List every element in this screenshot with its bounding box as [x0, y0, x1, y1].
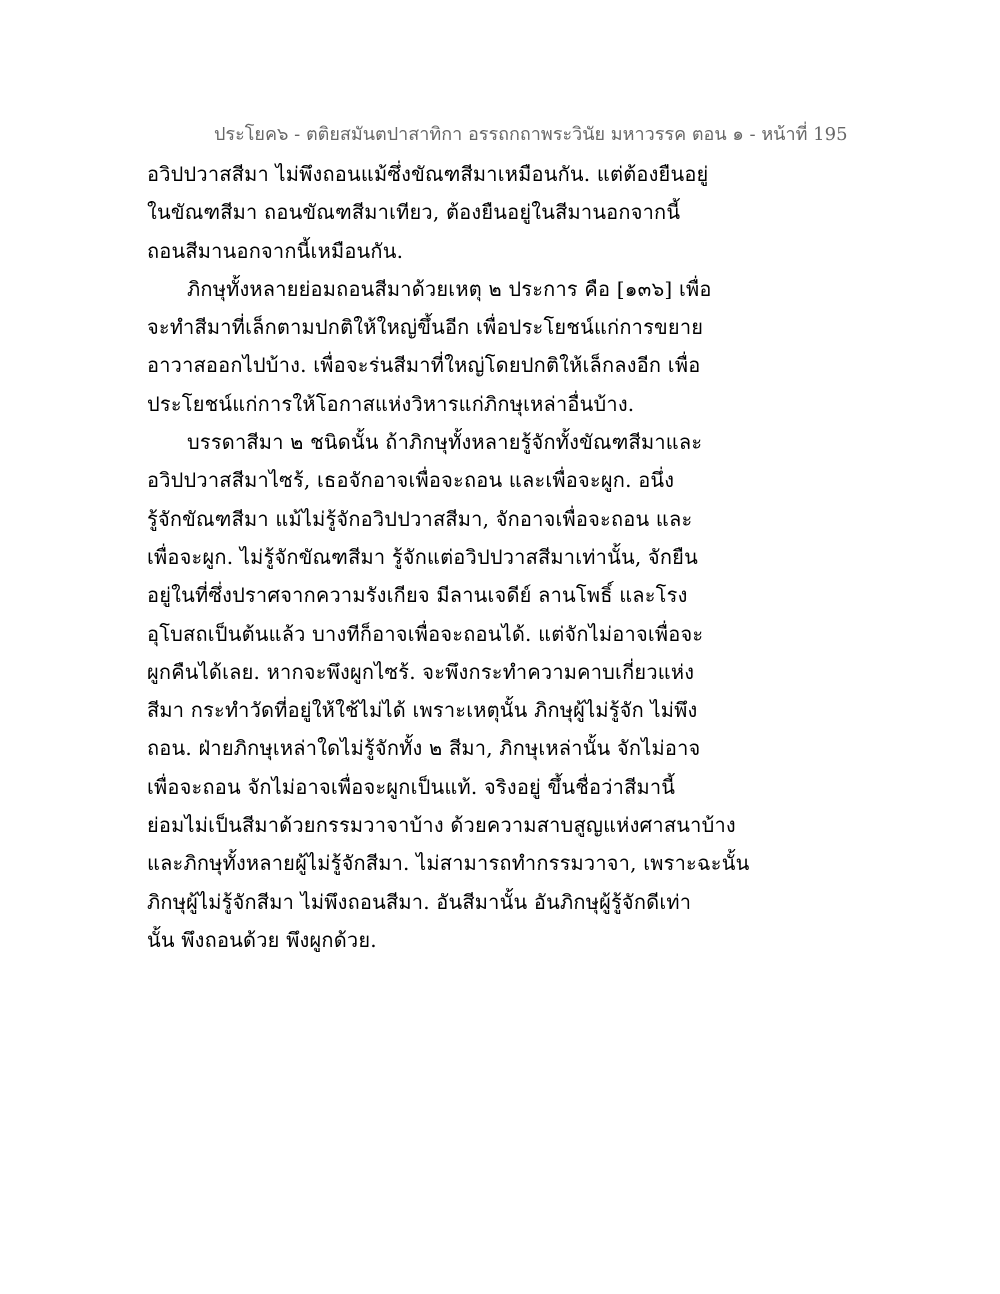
paragraph-first-line: ภิกษุทั้งหลายย่อมถอนสีมาด้วยเหตุ ๒ ประการ คือ [๑๓๖] เพื่อ: [187, 276, 712, 301]
text-line: รู้จักขัณฑสีมา แม้ไม่รู้จักอวิปปวาสสีมา, จักอาจเพื่อจะถอน และ: [147, 506, 693, 531]
text-line: เพื่อจะผูก. ไม่รู้จักขัณฑสีมา รู้จักแต่อวิปปวาสสีมาเท่านั้น, จักยืน: [147, 544, 698, 569]
text-line: อวิปปวาสสีมา ไม่พึงถอนแม้ซึ่งขัณฑสีมาเหมือนกัน. แต่ต้องยืนอยู่: [147, 162, 709, 186]
text-line: ถอน. ฝ่ายภิกษุเหล่าใดไม่รู้จักทั้ง ๒ สีมา, ภิกษุเหล่านั้น จักไม่อาจ: [147, 736, 701, 761]
text-line: นั้น พึงถอนด้วย พึงผูกด้วย.: [147, 927, 377, 952]
text-line: อยู่ในที่ซึ่งปราศจากความรังเกียจ มีลานเจดีย์ ลานโพธิ์ และโรง: [147, 583, 688, 608]
paragraph-first-line: บรรดาสีมา ๒ ชนิดนั้น ถ้าภิกษุทั้งหลายรู้จักทั้งขัณฑสีมาและ: [187, 430, 703, 455]
text-line: อาวาสออกไปบ้าง. เพื่อจะร่นสีมาที่ใหญ่โดยปกติให้เล็กลงอีก เพื่อ: [147, 353, 701, 378]
text-line: ย่อมไม่เป็นสีมาด้วยกรรมวาจาบ้าง ด้วยความสาบสูญแห่งศาสนาบ้าง: [147, 813, 736, 838]
text-line: ถอนสีมานอกจากนี้เหมือนกัน.: [147, 238, 404, 263]
text-line: เพื่อจะถอน จักไม่อาจเพื่อจะผูกเป็นแท้. จริงอยู่ ขึ้นชื่อว่าสีมานี้: [147, 774, 676, 799]
running-header: ประโยค๖ - ตติยสมันตปาสาทิกา อรรถกถาพระวินัย มหาวรรค ตอน ๑ - หน้าที่ 195: [214, 124, 848, 145]
text-line: อุโบสถเป็นต้นแล้ว บางทีก็อาจเพื่อจะถอนได้. แต่จักไม่อาจเพื่อจะ: [147, 621, 704, 646]
text-line: อวิปปวาสสีมาไซร้, เธอจักอาจเพื่อจะถอน และเพื่อจะผูก. อนึ่ง: [147, 468, 675, 493]
text-line: จะทำสีมาที่เล็กตามปกติให้ใหญ่ขึ้นอีก เพื่อประโยชน์แก่การขยาย: [147, 315, 704, 340]
text-line: ผูกคืนได้เลย. หากจะพึงผูกไซร้. จะพึงกระทำความคาบเกี่ยวแห่ง: [147, 659, 695, 684]
body-text: [147, 155, 750, 959]
text-line: ประโยชน์แก่การให้โอกาสแห่งวิหารแก่ภิกษุเหล่าอื่นบ้าง.: [147, 391, 635, 416]
text-line: ภิกษุผู้ไม่รู้จักสีมา ไม่พึงถอนสีมา. อันสีมานั้น อันภิกษุผู้รู้จักดีเท่า: [147, 889, 692, 914]
text-line: ในขัณฑสีมา ถอนขัณฑสีมาเทียว, ต้องยืนอยู่ในสีมานอกจากนี้: [147, 200, 681, 225]
text-line: สีมา กระทำวัดที่อยู่ให้ใช้ไม่ได้ เพราะเหตุนั้น ภิกษุผู้ไม่รู้จัก ไม่พึง: [147, 698, 698, 723]
text-line: และภิกษุทั้งหลายผู้ไม่รู้จักสีมา. ไม่สามารถทำกรรมวาจา, เพราะฉะนั้น: [147, 851, 750, 876]
